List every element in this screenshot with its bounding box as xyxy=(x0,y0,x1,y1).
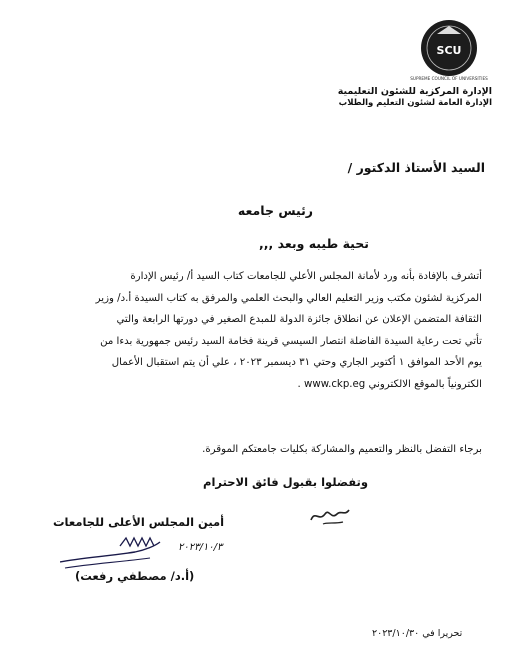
initial-scribble xyxy=(305,500,355,530)
body-line-website: الكترونياً بالموقع الالكتروني www.ckp.eg . xyxy=(297,378,482,390)
signatory-name: (أ.د/ مصطفي رفعت) xyxy=(75,569,195,583)
handwritten-date: ٢٠٢٣/١٠/٣ xyxy=(178,542,223,553)
university-line: رئيس جامعه xyxy=(237,203,313,218)
scu-logo xyxy=(393,14,505,86)
handwritten-signature xyxy=(60,514,210,604)
recipient-line: السيد الأستاذ الدكتور / xyxy=(347,160,485,175)
body-line: يوم الأحد الموافق ١ أكتوبر الجاري وحتي ٣١ ديسمبر ٢٠٢٣ ، علي أن يتم استقبال الأعمال xyxy=(111,357,482,369)
body-line: تأتي تحت رعاية السيدة الفاضلة انتصار السيسي قرينة فخامة السيد رئيس جمهورية بدءا من xyxy=(100,335,482,347)
signatory-title: أمين المجلس الأعلى للجامعات xyxy=(53,515,225,529)
body-line: المركزية لشئون مكتب وزير التعليم العالي والبحث العلمي والمرفق به كتاب السيدة أ.د/ وزير xyxy=(95,292,482,304)
written-date: تحريرا في ٢٠٢٣/١٠/٣٠ xyxy=(372,628,463,639)
logo-mark: SCU xyxy=(436,44,462,57)
logo-caption-en: SUPREME COUNCIL OF UNIVERSITIES xyxy=(410,76,488,81)
org-general-admin: الإدارة العامة لشئون التعليم والطلاب xyxy=(338,98,492,108)
request-line: برجاء التفضل بالنظر والتعميم والمشاركة بكليات جامعتكم الموقرة. xyxy=(202,444,482,455)
body-line: الثقافة المتضمن الإعلان عن انطلاق جائزة الدولة للمبدع الصغير في دورتها الرابعة والتي xyxy=(116,314,482,326)
greeting-line: تحية طيبه وبعد ,,, xyxy=(259,236,369,251)
closing-line: وتفضلوا بقبول فائق الاحترام xyxy=(203,475,368,489)
body-line: أتشرف بالإفادة بأنه ورد لأمانة المجلس الأعلي للجامعات كتاب السيد أ/ رئيس الإدارة xyxy=(130,271,482,282)
org-central-admin: الإدارة المركزية للشئون التعليمية xyxy=(337,86,492,97)
letter-body xyxy=(33,266,482,396)
